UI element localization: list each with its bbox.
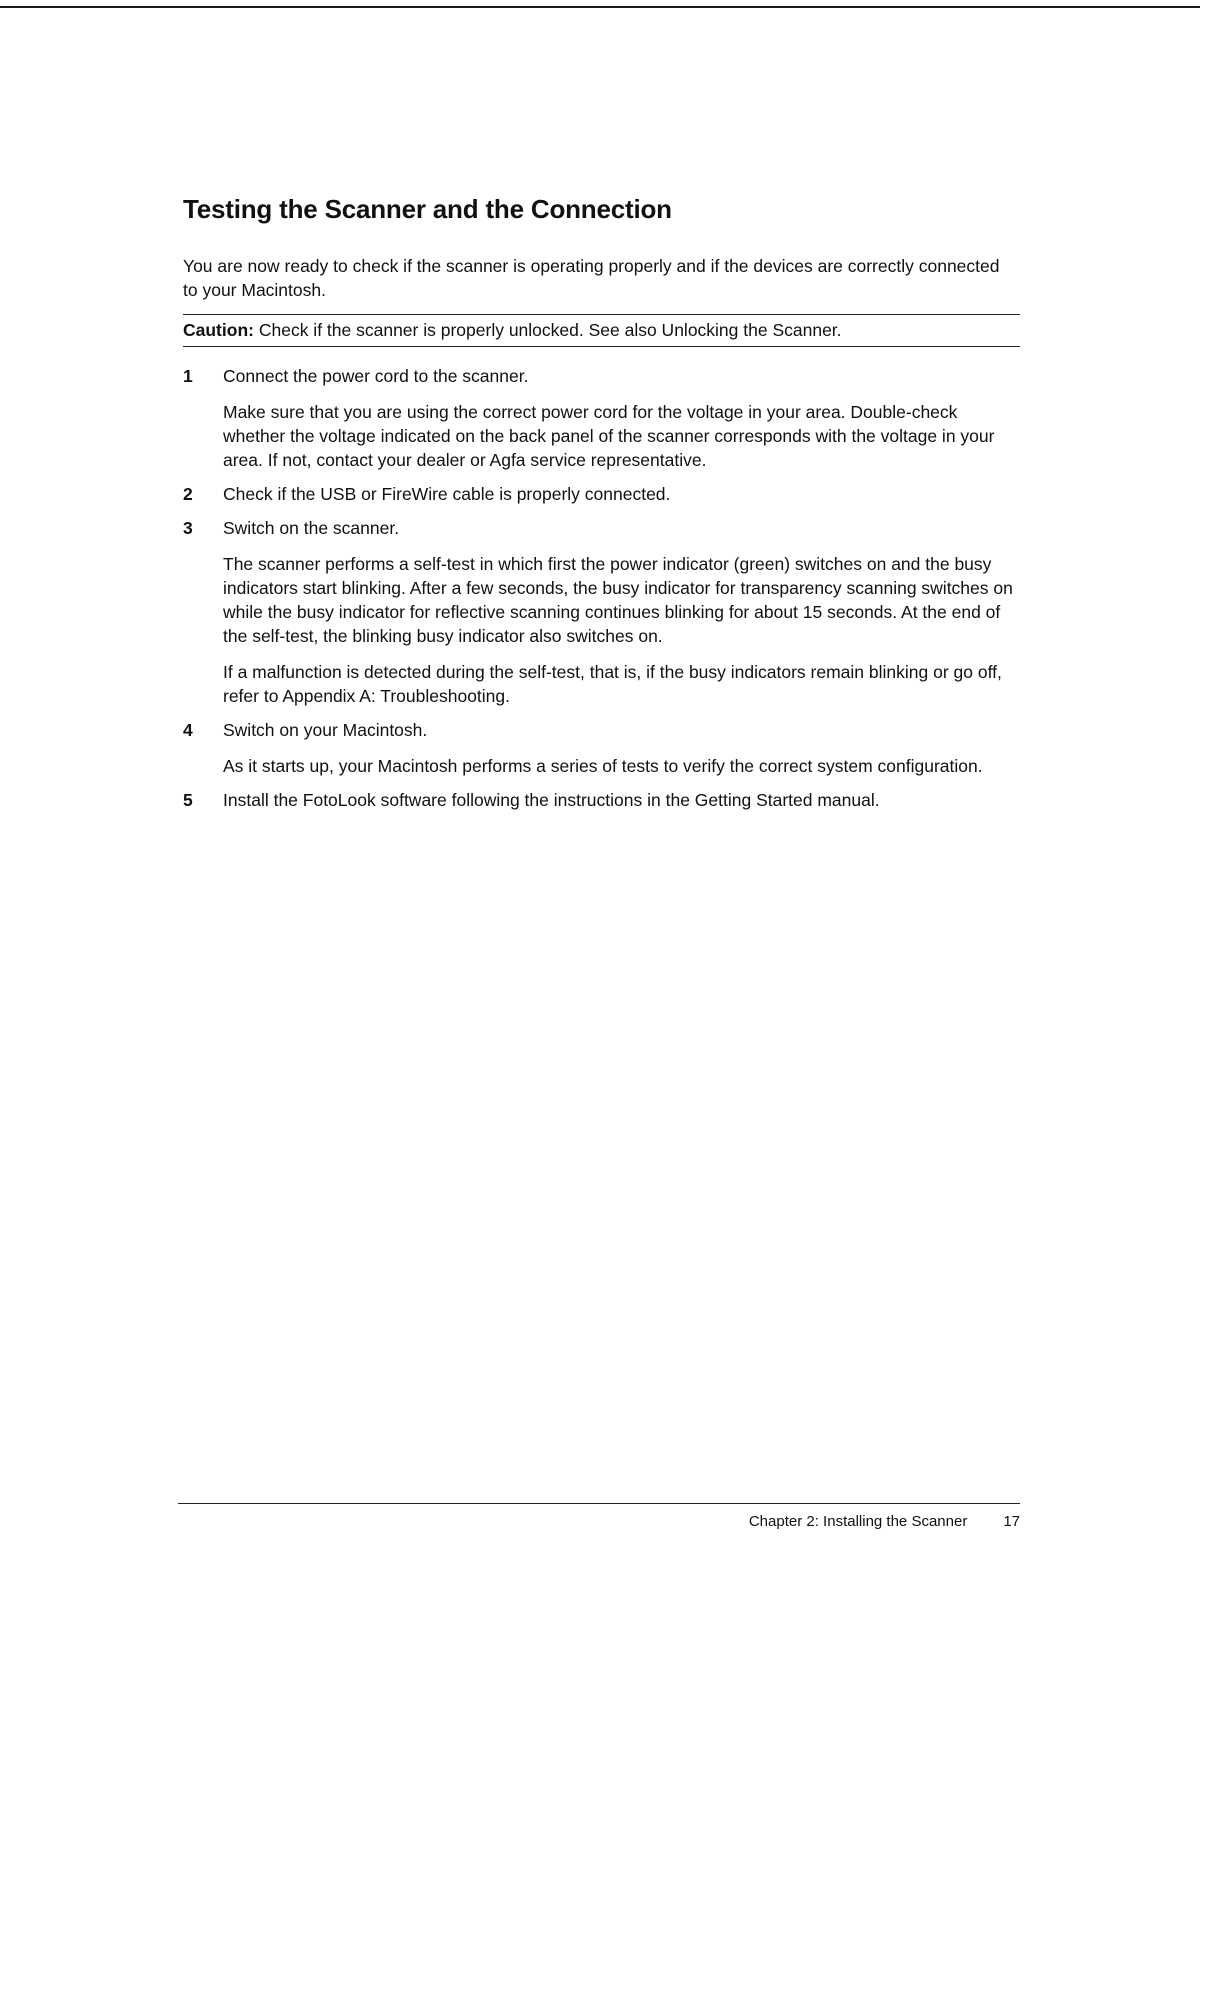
step-number: 1 xyxy=(183,366,193,386)
step-item xyxy=(183,516,1020,708)
step-item xyxy=(183,482,1020,506)
page-number: 17 xyxy=(1003,1513,1020,1530)
step-list xyxy=(183,364,1020,822)
step-item xyxy=(183,718,1020,778)
step-detail: Make sure that you are using the correct power cord for the voltage in your area. Double-check whether the voltage indicated on the back panel of the scanner corresponds with the voltage in your area. If not, contact your dealer or Agfa service representative. xyxy=(223,402,995,470)
step-text: Check if the USB or FireWire cable is properly connected. xyxy=(223,484,671,504)
page-title: Testing the Scanner and the Connection xyxy=(183,194,672,224)
intro-paragraph: You are now ready to check if the scanner is operating properly and if the devices are correctly connected to your Macintosh. xyxy=(183,256,1000,300)
footer-rule xyxy=(178,1503,1020,1504)
caution-top-rule xyxy=(183,314,1020,315)
caution-bottom-rule xyxy=(183,346,1020,347)
footer-chapter-title: Chapter 2: Installing the Scanner xyxy=(748,1513,968,1530)
step-number: 4 xyxy=(183,720,193,740)
top-page-rule xyxy=(0,6,1200,8)
step-text: Install the FotoLook software following the instructions in the Getting Started manual. xyxy=(223,790,880,810)
step-detail: The scanner performs a self-test in which first the power indicator (green) switches on and the busy indicators start blinking. After a few seconds, the busy indicator for transparency scanning switches on while the busy indicator for reflective scanning continues blinking for about 15 seconds. At the end of the self-test, the blinking busy indicator also switches on. xyxy=(223,554,1013,646)
caution-note xyxy=(183,318,1020,342)
step-text: Switch on the scanner. xyxy=(223,518,400,538)
step-item xyxy=(183,364,1020,472)
step-item xyxy=(183,788,1020,812)
step-detail: As it starts up, your Macintosh performs a series of tests to verify the correct system configuration. xyxy=(223,756,983,776)
step-text: Connect the power cord to the scanner. xyxy=(223,366,529,386)
step-detail: If a malfunction is detected during the self-test, that is, if the busy indicators remain blinking or go off, refer to Appendix A: Troubleshooting. xyxy=(223,662,1002,706)
page-footer xyxy=(700,1512,1020,1532)
step-number: 2 xyxy=(183,484,193,504)
step-text: Switch on your Macintosh. xyxy=(223,720,428,740)
step-number: 3 xyxy=(183,518,193,538)
caution-label: Caution: xyxy=(183,320,254,340)
step-number: 5 xyxy=(183,790,193,810)
caution-text: Check if the scanner is properly unlocked. See also Unlocking the Scanner. xyxy=(258,320,842,340)
